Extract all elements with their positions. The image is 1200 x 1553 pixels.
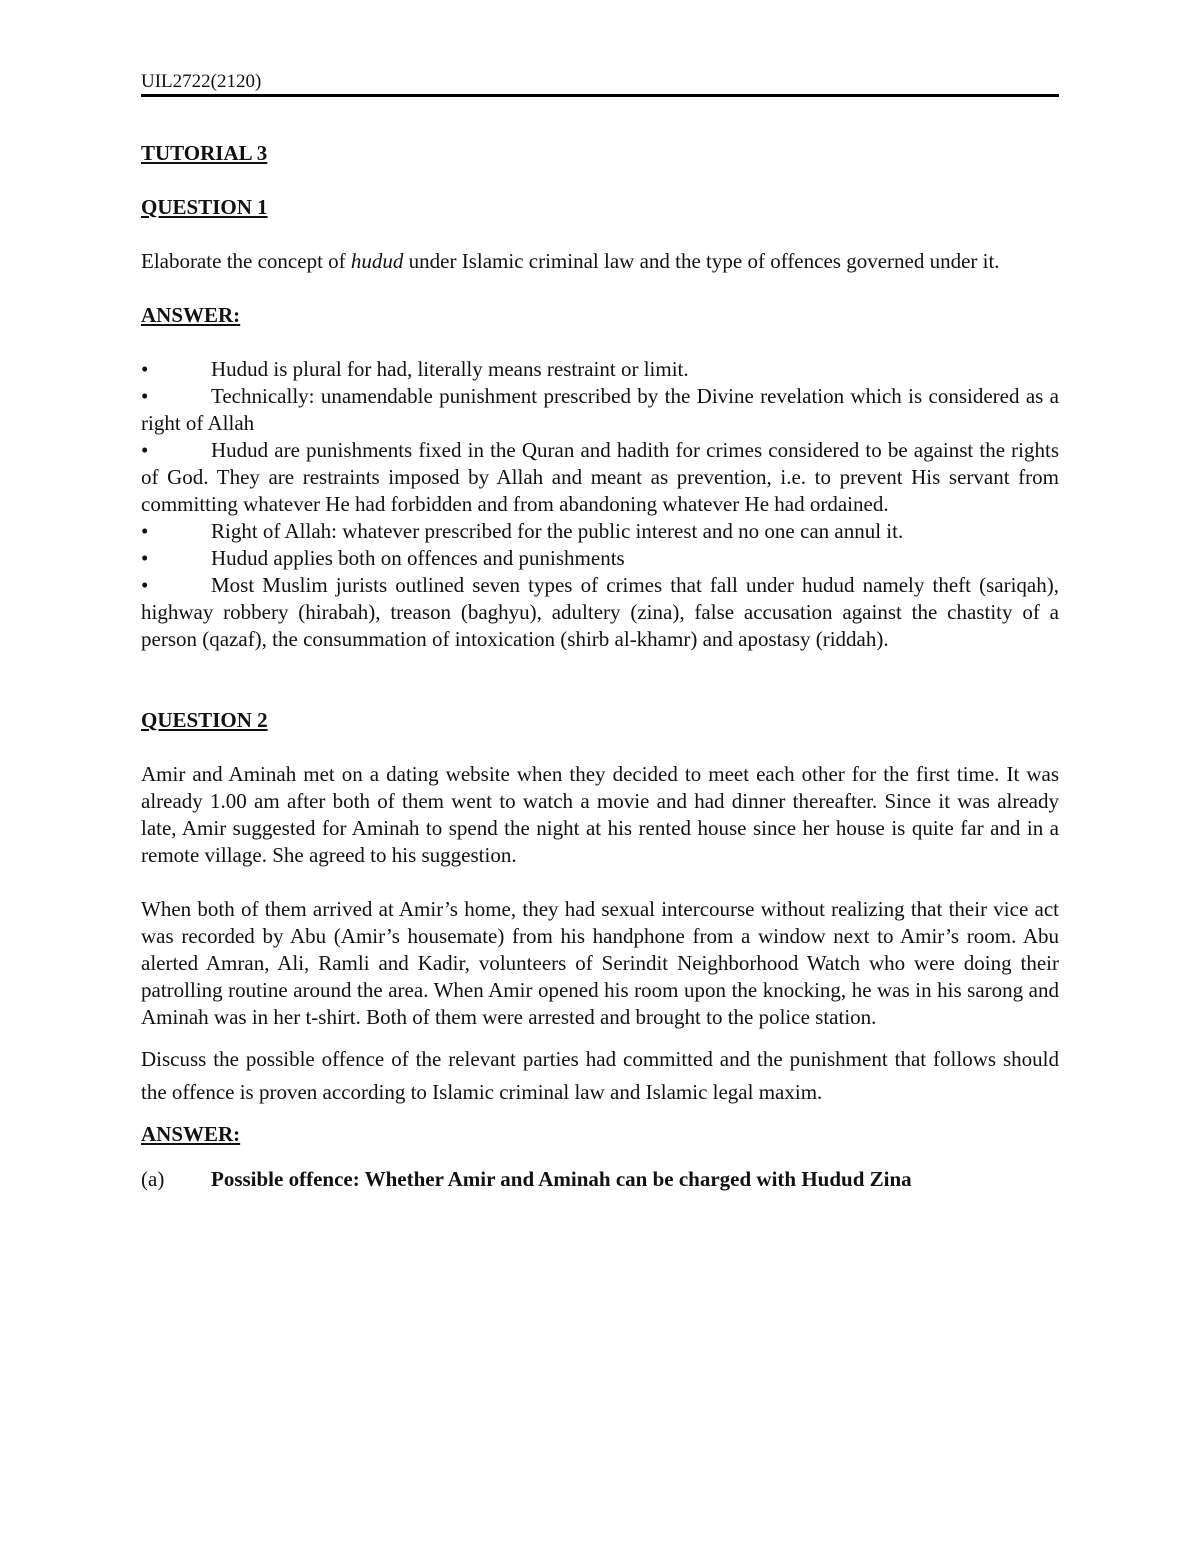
answer-1-heading: ANSWER: [141,303,241,327]
bullet-text: Hudud applies both on offences and punishments [211,546,625,570]
bullet-item [141,383,1059,437]
question-2-paragraph-1: Amir and Aminah met on a dating website when they decided to meet each other for the first time. It was already 1.00 am after both of them went to watch a movie and had dinner thereafter. Since it was already late, Amir suggested for Aminah to spend the night at his rented house since her house is quite far and in a remote village. She agreed to his suggestion. [141,762,1059,867]
item-label: (a) [141,1167,165,1191]
bullet-text: Right of Allah: whatever prescribed for the public interest and no one can annul it. [211,519,904,543]
question-2-heading: QUESTION 2 [141,708,268,732]
item-text: Possible offence: Whether Amir and Aminah can be charged with Hudud Zina [211,1167,912,1191]
bullet-symbol: • [141,384,149,408]
bullet-item [141,545,1059,572]
course-code: UIL2722(2120) [141,71,262,92]
question-1-text-part: Elaborate the concept of [141,249,351,273]
question-2-paragraph-3: Discuss the possible offence of the relevant parties had committed and the punishment that follows should the offence is proven according to Islamic criminal law and Islamic legal maxim. [141,1047,1059,1104]
document-body [141,140,1059,1193]
answer-2-item-a [141,1166,1059,1193]
question-2-paragraph-2: When both of them arrived at Amir’s home, they had sexual intercourse without realizing that their vice act was recorded by Abu (Amir’s housemate) from his handphone from a window next to Amir’s room. Abu alerted Amran, Ali, Ramli and Kadir, volunteers of Serindit Neighborhood Watch who were doing their patrolling routine around the area. When Amir opened his room upon the knocking, he was in his sarong and Aminah was in her t-shirt. Both of them were arrested and brought to the police station. [141,897,1059,1029]
answer-1-bullets [141,356,1059,653]
bullet-symbol: • [141,357,149,381]
bullet-symbol: • [141,438,149,462]
bullet-symbol: • [141,519,149,543]
bullet-text: Hudud is plural for had, literally means restraint or limit. [211,357,689,381]
bullet-text: Technically: unamendable punishment prescribed by the Divine revelation which is considered as a right of Allah [141,384,1059,435]
tutorial-title: TUTORIAL 3 [141,141,268,165]
page-header [141,70,1059,97]
hudud-term: hudud [350,249,404,273]
bullet-text: Hudud are punishments fixed in the Quran and hadith for crimes considered to be against the rights of God. They are restraints imposed by Allah and meant as prevention, i.e. to prevent His servant from committing whatever He had forbidden and from abandoning whatever He had ordained. [141,438,1059,516]
bullet-text: Most Muslim jurists outlined seven types of crimes that fall under hudud namely theft (sariqah), highway robbery (hirabah), treason (baghyu), adultery (zina), false accusation against the chastity of a person (qazaf), the consummation of intoxication (shirb al-khamr) and apostasy (riddah). [141,573,1059,651]
answer-2-heading: ANSWER: [141,1122,241,1146]
bullet-item [141,437,1059,518]
question-1-text [141,248,1059,275]
bullet-item [141,518,1059,545]
bullet-item [141,572,1059,653]
bullet-symbol: • [141,546,149,570]
question-1-heading: QUESTION 1 [141,195,268,219]
question-1-text-part: under Islamic criminal law and the type of offences governed under it. [403,249,1000,273]
bullet-item [141,356,1059,383]
bullet-symbol: • [141,573,149,597]
